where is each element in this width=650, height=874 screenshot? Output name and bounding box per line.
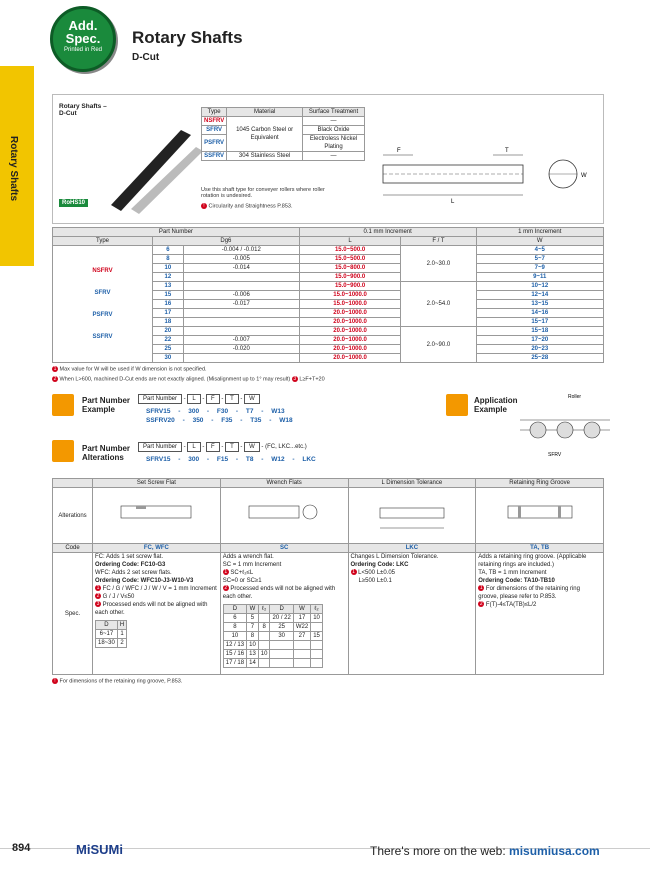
part-number-icon <box>52 394 74 416</box>
spec-table: Part Number 0.1 mm Increment 1 mm Increment Type Dg6 L F / T W NSFRV SFRV PSFRV SSFRV 6 -0.004 / -0.012 15.0~500.0 2.0~30.0 4~5 8 -0.005 15.0~500.0 5~7 10 -0.014 15.0~800.0 7~9 12 15.0~900.0 9~11 13 15.0~900.0 2.0~54.0 10~12 15 -0.006 15.0~1000.0 12~14 16 -0.017 15.0~1000.0 13~15 17 20.0~1000.0 14~16 18 20.0~1000.0 15~17 20 20.0~1000.0 2.0~90.0 15~18 22 -0.007 20.0~1000.0 17~20 25 -0.020 20.0~1000.0 20~23 30 20.0~1000.0 25~28 <box>52 227 604 363</box>
svg-text:Roller: Roller <box>568 394 582 400</box>
footer-tagline: There's more on the web: misumiusa.com <box>370 844 600 858</box>
sc-table: D W ℓ₂ D W ℓ₂ 6 5 20 / 22 17 10 8 7 8 25 W22 10 8 30 27 15 12 / 13 10 15 / 16 13 10 17 / 18 14 <box>223 604 323 668</box>
spec-ta-tb: Adds a retaining ring groove. (Applicable retaining rings are included.) TA, TB = 1 mm Increment Ordering Code: TA10-TB10 1 For dimensions of the retaining ring groove, please refer to P.853. 2 F(T)-4≤TA(TB)≤L/2 <box>476 553 604 675</box>
pn-alterations-title: Part Number Alterations <box>82 444 131 462</box>
product-box <box>52 94 604 224</box>
table-note-2: 2 When L>600, machined D-Cut ends are not exactly aligned. (Misalignment up to 1° may result) 3 L≥F+T+20 <box>53 376 325 383</box>
application-title: Application Example <box>474 396 518 414</box>
svg-text:SFRV: SFRV <box>548 452 562 458</box>
pn-example-row2: SSFRV20 - 350 - F35 - T35 - W18 <box>146 417 293 424</box>
pn-example-row1: SFRV15 - 300 - F30 - T7 - W13 <box>146 408 285 415</box>
rohs-icon: RoHS10 <box>59 199 88 207</box>
add-spec-badge: Add. Spec. Printed in Red <box>50 6 116 72</box>
pn-alterations-fields: Part Number - L - F - T - W - (FC, LKC...etc.) <box>138 442 307 452</box>
spec-lkc: Changes L Dimension Tolerance. Ordering Code: LKC 1 L<500 L±0.05 L≥500 L±0.1 <box>348 553 476 675</box>
spec-sc: Adds a wrench flat. SC = 1 mm Increment 1 SC+ℓ₂≤L SC=0 or SC≥1 2 Processed ends will not be aligned with each other. D W ℓ₂ D W ℓ₂ 6 5 20 / 22 17 10 8 7 8 25 W22 10 8 30 27 15 12 / 13 10 15 / 16 13 10 17 / 18 14 <box>220 553 348 675</box>
table-note-1: 1 Max value for W will be used if W dimension is not specified. <box>53 366 207 373</box>
pn-alterations-row: SFRV15 - 300 - F15 - T8 - W12 - LKC <box>146 456 316 463</box>
spec-fc: FC: Adds 1 set screw flat. Ordering Code: FC10-G3 WFC: Adds 2 set screw flats. Ordering Code: WFC10-J3-W10-V3 1 FC / G / WFC / J / W / V = 1 mm Increment 2 G / J / V≤50 3 Processed ends will not be aligned with each other. D H 6~17 1 18~30 2 <box>93 553 221 675</box>
circularity-note: ! Circularity and Straightness P.853. <box>201 203 293 209</box>
set-screw-drawing <box>93 488 221 544</box>
shaft-drawing <box>373 135 598 215</box>
type-table: Type Material Surface Treatment NSFRV 1045 Carbon Steel or Equivalent — SFRV Black Oxide PSFRV Electroless Nickel Plating SSFRV 304 Stainless Steel — <box>201 107 365 161</box>
wrench-flat-drawing <box>220 488 348 544</box>
fc-table: D H 6~17 1 18~30 2 <box>95 620 127 648</box>
pn-example-fields: Part Number - L - F - T - W <box>138 394 260 404</box>
page-subtitle: D-Cut <box>132 52 160 63</box>
page-title: Rotary Shafts <box>132 28 243 47</box>
misumi-logo: MiSUMi <box>76 842 123 857</box>
svg-text:T: T <box>505 148 509 154</box>
desc-text: Use this shaft type for conveyer rollers where roller rotation is undesired. <box>201 187 325 199</box>
pn-example-title: Part Number Example <box>82 396 131 414</box>
ring-groove-drawing <box>476 488 604 544</box>
website-link[interactable]: misumiusa.com <box>509 844 600 858</box>
tolerance-drawing <box>348 488 476 544</box>
application-icon <box>446 394 468 416</box>
svg-text:L: L <box>451 199 455 205</box>
alterations-footnote: ! For dimensions of the retaining ring groove, P.853. <box>52 678 182 684</box>
svg-text:F: F <box>397 148 401 154</box>
type-list: NSFRV SFRV PSFRV SSFRV <box>53 246 153 363</box>
section-tab: Rotary Shafts <box>0 66 34 266</box>
alterations-icon <box>52 440 74 462</box>
application-drawing <box>520 390 610 460</box>
product-label: Rotary Shafts – D-Cut <box>59 103 107 117</box>
svg-text:W: W <box>581 173 587 179</box>
page-number: 894 <box>12 842 31 854</box>
alterations-table: Set Screw Flat Wrench Flats L Dimension Tolerance Retaining Ring Groove Alterations Code FC, WFC SC LKC TA, TB Spec. FC: Adds 1 set screw flat. Ordering Code: FC10-G3 WFC: Adds 2 set screw flats. Ordering Code: WFC10-J3-W10-V3 1 FC / G / WFC / J / W / V = 1 mm Increment 2 G / J / V≤50 3 Processed ends will not be aligned with each other. D H 6~17 1 18~30 2 Adds a wrench flat. SC = 1 mm Increment 1 SC+ℓ₂≤L SC=0 or SC≥1 2 Processed ends will not be aligned with each other. D W ℓ₂ D W ℓ₂ 6 5 20 / 22 17 10 8 7 8 25 W22 10 8 30 27 15 12 / 13 10 15 / 16 13 10 17 / 18 14 Changes L Dimension Tolerance. Ordering Code: LKC 1 L<500 L±0.05 L≥500 L±0.1 Adds a retaining ring groove. (Applicable retaining rings are included.) TA, TB = 1 mm Increment Ordering Code: TA10-TB10 1 For dimensions of the retaining ring groove, please refer to P.853. 2 F(T)-4≤TA(TB)≤L/2 <box>52 478 604 675</box>
